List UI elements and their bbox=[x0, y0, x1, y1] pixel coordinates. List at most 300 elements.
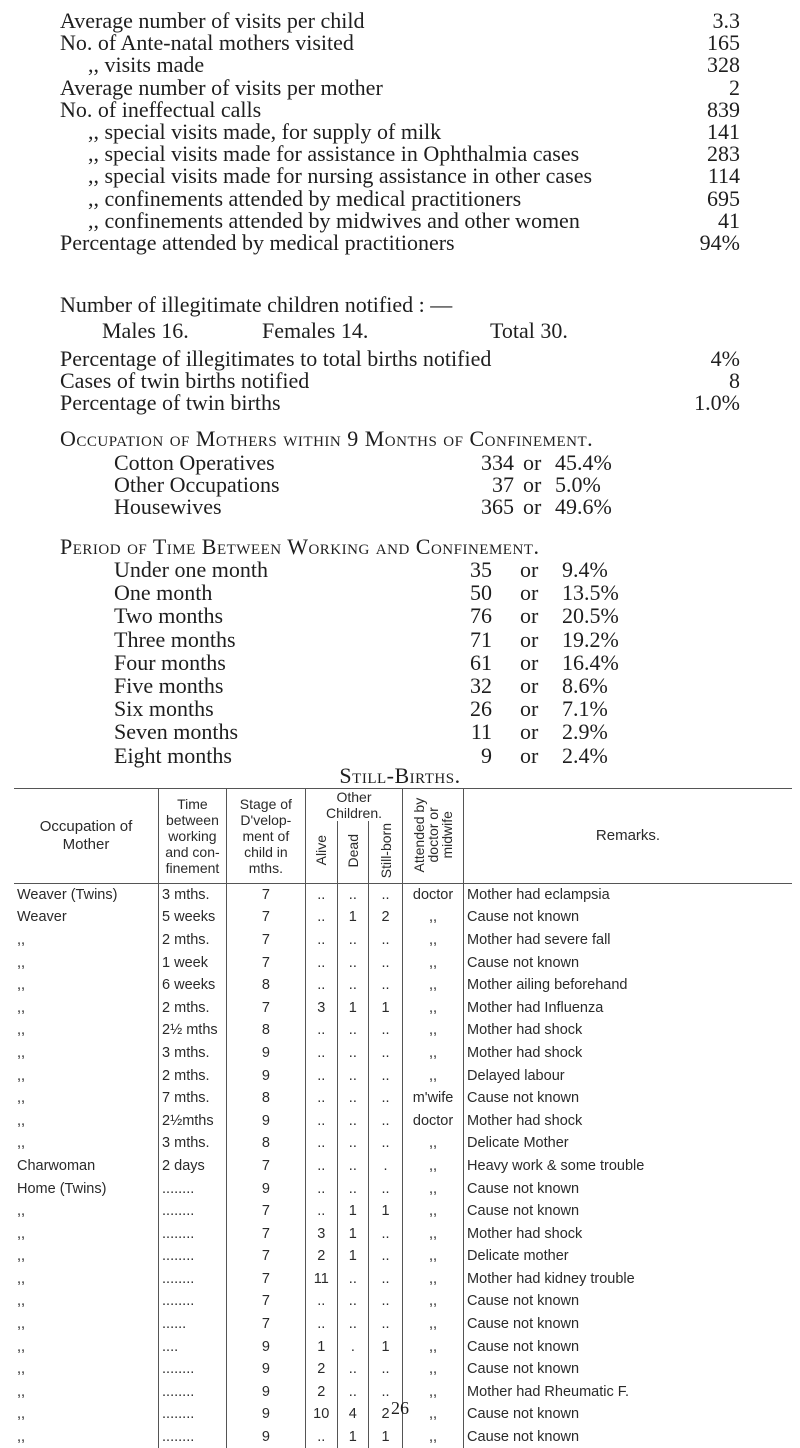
attended-cell: ,, bbox=[403, 1222, 464, 1245]
stage-cell: 9 bbox=[226, 1042, 305, 1065]
remarks-cell: Cause not known bbox=[464, 906, 792, 929]
period-label: Under one month bbox=[114, 557, 268, 582]
stage-cell: 7 bbox=[226, 883, 305, 906]
alive-cell: .. bbox=[305, 1087, 337, 1110]
stat-label: ,, confinements attended by medical practitioners bbox=[88, 185, 522, 211]
occupation-label: Other Occupations bbox=[114, 472, 280, 498]
header-alive-text: Alive bbox=[313, 835, 330, 866]
stat-label: ,, visits made bbox=[88, 52, 205, 78]
attended-cell: ,, bbox=[403, 1245, 464, 1268]
occupation-percent: 5.0% bbox=[555, 472, 601, 498]
still-born-cell: .. bbox=[369, 1290, 403, 1313]
period-label: One month bbox=[114, 580, 213, 606]
occupation-cell: Weaver bbox=[17, 909, 67, 926]
alive-cell: .. bbox=[305, 1155, 337, 1178]
stat-value: 94% bbox=[699, 230, 740, 255]
dead-cell: .. bbox=[337, 951, 369, 974]
time-cell: 6 weeks bbox=[159, 974, 227, 997]
dead-cell: .. bbox=[337, 1290, 369, 1313]
still-born-cell: 1 bbox=[369, 1335, 403, 1358]
period-or: or bbox=[520, 696, 539, 722]
remarks-cell: Mother had shock bbox=[464, 1109, 792, 1132]
dead-cell: .. bbox=[337, 1313, 369, 1336]
time-cell: 5 weeks bbox=[159, 906, 227, 929]
period-or: or bbox=[520, 580, 539, 606]
alive-cell: 3 bbox=[305, 1222, 337, 1245]
period-or: or bbox=[520, 742, 539, 768]
dead-cell: .. bbox=[337, 883, 369, 906]
time-cell: ...... bbox=[159, 1313, 227, 1336]
dead-cell: .. bbox=[337, 974, 369, 997]
alive-cell: .. bbox=[305, 1200, 337, 1223]
occupation-or: or bbox=[523, 450, 542, 475]
dead-cell: .. bbox=[337, 929, 369, 952]
stage-cell: 7 bbox=[226, 906, 305, 929]
time-cell: ........ bbox=[159, 1268, 227, 1291]
still-born-cell: .. bbox=[369, 1381, 403, 1404]
table-row bbox=[14, 974, 792, 997]
occupation-percent: 45.4% bbox=[555, 450, 612, 475]
table-row bbox=[14, 1177, 792, 1200]
attended-cell: ,, bbox=[403, 1132, 464, 1155]
stat-label: Percentage attended by medical practitioners bbox=[60, 230, 455, 255]
dead-cell: 1 bbox=[337, 996, 369, 1019]
occupation-count: 37 bbox=[492, 472, 514, 498]
occupation-cell: ,, bbox=[17, 1248, 26, 1265]
stage-cell: 7 bbox=[226, 929, 305, 952]
attended-cell: ,, bbox=[403, 1381, 464, 1404]
header-time: Time between working and con-finement bbox=[159, 789, 227, 884]
occupation-label: Housewives bbox=[114, 494, 222, 520]
alive-cell: .. bbox=[305, 1042, 337, 1065]
illegitimate-females: Females 14. bbox=[262, 318, 369, 343]
time-cell: 7 mths. bbox=[159, 1087, 227, 1110]
alive-cell: .. bbox=[305, 1177, 337, 1200]
still-born-cell: 2 bbox=[369, 906, 403, 929]
attended-cell: ,, bbox=[403, 1403, 464, 1426]
period-percent: 16.4% bbox=[562, 649, 619, 675]
dead-cell: .. bbox=[337, 1268, 369, 1291]
stage-cell: 7 bbox=[226, 1155, 305, 1178]
period-percent: 20.5% bbox=[562, 603, 619, 629]
attended-cell: ,, bbox=[403, 1200, 464, 1223]
dead-cell: .. bbox=[337, 1109, 369, 1132]
table-row bbox=[14, 951, 792, 974]
period-percent: 2.4% bbox=[562, 742, 608, 768]
alive-cell: 3 bbox=[305, 996, 337, 1019]
stat-value: 1.0% bbox=[694, 390, 740, 416]
stage-cell: 9 bbox=[226, 1335, 305, 1358]
period-or: or bbox=[520, 603, 539, 629]
alive-cell: .. bbox=[305, 1426, 337, 1448]
header-stage: Stage of D'velop-ment of child in mths. bbox=[226, 789, 305, 884]
alive-cell: .. bbox=[305, 951, 337, 974]
time-cell: 2½ mths bbox=[159, 1019, 227, 1042]
time-cell: ........ bbox=[159, 1245, 227, 1268]
occupation-cell: ,, bbox=[17, 1361, 26, 1378]
remarks-cell: Cause not known bbox=[464, 1335, 792, 1358]
dead-cell: .. bbox=[337, 1358, 369, 1381]
table-row bbox=[14, 1109, 792, 1132]
stage-cell: 8 bbox=[226, 1087, 305, 1110]
dead-cell: .. bbox=[337, 1019, 369, 1042]
stage-cell: 9 bbox=[226, 1403, 305, 1426]
stat-label: ,, confinements attended by midwives and other women bbox=[88, 207, 580, 233]
attended-cell: doctor bbox=[403, 883, 464, 906]
period-count: 71 bbox=[470, 626, 492, 652]
stage-cell: 9 bbox=[226, 1109, 305, 1132]
occupation-cell: ,, bbox=[17, 931, 26, 948]
attended-cell: ,, bbox=[403, 974, 464, 997]
time-cell: ........ bbox=[159, 1403, 227, 1426]
attended-cell: ,, bbox=[403, 951, 464, 974]
remarks-cell: Cause not known bbox=[464, 951, 792, 974]
stage-cell: 7 bbox=[226, 951, 305, 974]
stat-value: 141 bbox=[707, 119, 740, 144]
stat-value: 165 bbox=[707, 30, 740, 56]
time-cell: 1 week bbox=[159, 951, 227, 974]
period-percent: 13.5% bbox=[562, 580, 619, 606]
attended-cell: ,, bbox=[403, 1177, 464, 1200]
alive-cell: .. bbox=[305, 1313, 337, 1336]
time-cell: 2 mths. bbox=[159, 996, 227, 1019]
remarks-cell: Mother ailing beforehand bbox=[464, 974, 792, 997]
occupation-cell: ,, bbox=[17, 977, 26, 994]
remarks-cell: Mother had severe fall bbox=[464, 929, 792, 952]
time-cell: 3 mths. bbox=[159, 883, 227, 906]
illegitimate-males: Males 16. bbox=[102, 318, 189, 343]
still-born-cell: . bbox=[369, 1155, 403, 1178]
alive-cell: .. bbox=[305, 906, 337, 929]
remarks-cell: Delicate Mother bbox=[464, 1132, 792, 1155]
still-born-cell: .. bbox=[369, 974, 403, 997]
dead-cell: .. bbox=[337, 1381, 369, 1404]
attended-cell: ,, bbox=[403, 1019, 464, 1042]
still-born-cell: 1 bbox=[369, 1200, 403, 1223]
attended-cell: ,, bbox=[403, 1155, 464, 1178]
time-cell: 2½mths bbox=[159, 1109, 227, 1132]
time-cell: 2 mths. bbox=[159, 929, 227, 952]
stat-value: 3.3 bbox=[712, 8, 740, 33]
table-row bbox=[14, 1155, 792, 1178]
dead-cell: .. bbox=[337, 1042, 369, 1065]
dead-cell: 1 bbox=[337, 1426, 369, 1448]
time-cell: ........ bbox=[159, 1222, 227, 1245]
time-cell: 3 mths. bbox=[159, 1132, 227, 1155]
period-label: Seven months bbox=[114, 719, 239, 745]
still-born-cell: .. bbox=[369, 951, 403, 974]
alive-cell: 2 bbox=[305, 1381, 337, 1404]
header-dead bbox=[337, 821, 369, 883]
table-row bbox=[14, 929, 792, 952]
remarks-cell: Cause not known bbox=[464, 1290, 792, 1313]
occupation-cell: Charwoman bbox=[17, 1157, 96, 1174]
stage-cell: 9 bbox=[226, 1381, 305, 1404]
still-born-cell: .. bbox=[369, 1132, 403, 1155]
still-born-cell: 1 bbox=[369, 1426, 403, 1448]
dead-cell: .. bbox=[337, 1177, 369, 1200]
stage-cell: 7 bbox=[226, 1222, 305, 1245]
period-or: or bbox=[520, 673, 539, 698]
attended-cell: ,, bbox=[403, 1313, 464, 1336]
stage-cell: 8 bbox=[226, 974, 305, 997]
stat-label: Percentage of illegitimates to total births notified bbox=[60, 346, 492, 371]
dead-cell: 1 bbox=[337, 1245, 369, 1268]
remarks-cell: Mother had shock bbox=[464, 1222, 792, 1245]
period-heading: Period of Time Between Working and Confinement. bbox=[60, 534, 540, 559]
dead-cell: .. bbox=[337, 1087, 369, 1110]
occupation-cell: ,, bbox=[17, 1135, 26, 1152]
time-cell: ........ bbox=[159, 1381, 227, 1404]
alive-cell: .. bbox=[305, 1109, 337, 1132]
dead-cell: .. bbox=[337, 1132, 369, 1155]
still-born-cell: .. bbox=[369, 1109, 403, 1132]
attended-cell: ,, bbox=[403, 1335, 464, 1358]
table-row bbox=[14, 1313, 792, 1336]
remarks-cell: Cause not known bbox=[464, 1403, 792, 1426]
stat-value: 839 bbox=[707, 96, 740, 122]
stat-value: 283 bbox=[707, 141, 740, 167]
table-row bbox=[14, 1335, 792, 1358]
remarks-cell: Delayed labour bbox=[464, 1064, 792, 1087]
period-count: 11 bbox=[470, 719, 492, 745]
still-births-rows bbox=[14, 883, 792, 1448]
table-row bbox=[14, 1268, 792, 1291]
table-row bbox=[14, 1290, 792, 1313]
occupation-heading: Occupation of Mothers within 9 Months of Confinement. bbox=[60, 426, 594, 451]
period-label: Six months bbox=[114, 696, 214, 722]
dead-cell: 1 bbox=[337, 906, 369, 929]
occupation-cell: ,, bbox=[17, 1293, 26, 1310]
remarks-cell: Cause not known bbox=[464, 1358, 792, 1381]
page-number: 26 bbox=[391, 1398, 409, 1418]
table-row bbox=[14, 1087, 792, 1110]
stage-cell: 7 bbox=[226, 1200, 305, 1223]
table-row bbox=[14, 1200, 792, 1223]
dead-cell: 4 bbox=[337, 1403, 369, 1426]
occupation-cell: ,, bbox=[17, 1316, 26, 1333]
period-count: 9 bbox=[481, 742, 492, 768]
stage-cell: 9 bbox=[226, 1177, 305, 1200]
still-births-heading: Still-Births. bbox=[339, 763, 461, 788]
occupation-cell: ,, bbox=[17, 999, 26, 1016]
alive-cell: 2 bbox=[305, 1245, 337, 1268]
header-attended bbox=[403, 789, 464, 884]
occupation-or: or bbox=[523, 472, 542, 498]
stat-value: 114 bbox=[707, 163, 740, 189]
header-alive bbox=[305, 821, 337, 883]
time-cell: 2 mths. bbox=[159, 1064, 227, 1087]
alive-cell: 2 bbox=[305, 1358, 337, 1381]
time-cell: ........ bbox=[159, 1426, 227, 1448]
stat-value: 4% bbox=[710, 346, 740, 371]
illegitimate-heading: Number of illegitimate children notified : — bbox=[60, 292, 453, 317]
period-count: 61 bbox=[470, 649, 492, 675]
occupation-count: 365 bbox=[481, 494, 514, 520]
still-born-cell: .. bbox=[369, 1177, 403, 1200]
occupation-percent: 49.6% bbox=[555, 494, 612, 520]
stat-value: 328 bbox=[707, 52, 740, 78]
occupation-cell: ,, bbox=[17, 1270, 26, 1287]
stage-cell: 7 bbox=[226, 996, 305, 1019]
attended-cell: ,, bbox=[403, 1426, 464, 1448]
occupation-cell: ,, bbox=[17, 1090, 26, 1107]
period-or: or bbox=[520, 626, 539, 652]
time-cell: ........ bbox=[159, 1290, 227, 1313]
period-count: 32 bbox=[470, 673, 492, 698]
occupation-count: 334 bbox=[481, 450, 514, 475]
still-born-cell: .. bbox=[369, 1245, 403, 1268]
time-cell: ........ bbox=[159, 1358, 227, 1381]
remarks-cell: Mother had kidney trouble bbox=[464, 1268, 792, 1291]
remarks-cell: Cause not known bbox=[464, 1177, 792, 1200]
alive-cell: 11 bbox=[305, 1268, 337, 1291]
table-row bbox=[14, 1426, 792, 1448]
header-occupation: Occupation of Mother bbox=[14, 789, 159, 884]
stat-label: ,, special visits made for nursing assistance in other cases bbox=[88, 163, 593, 189]
still-born-cell: .. bbox=[369, 1087, 403, 1110]
stage-cell: 7 bbox=[226, 1290, 305, 1313]
stage-cell: 9 bbox=[226, 1426, 305, 1448]
attended-cell: ,, bbox=[403, 1042, 464, 1065]
occupation-cell: ,, bbox=[17, 1112, 26, 1129]
alive-cell: .. bbox=[305, 1132, 337, 1155]
attended-cell: ,, bbox=[403, 906, 464, 929]
period-or: or bbox=[520, 719, 539, 745]
remarks-cell: Delicate mother bbox=[464, 1245, 792, 1268]
stage-cell: 9 bbox=[226, 1358, 305, 1381]
table-row bbox=[14, 1222, 792, 1245]
occupation-cell: ,, bbox=[17, 1225, 26, 1242]
occupation-cell: Weaver (Twins) bbox=[17, 886, 118, 903]
alive-cell: .. bbox=[305, 1064, 337, 1087]
remarks-cell: Mother had eclampsia bbox=[464, 883, 792, 906]
stage-cell: 8 bbox=[226, 1019, 305, 1042]
period-or: or bbox=[520, 557, 539, 582]
occupation-cell: Home (Twins) bbox=[17, 1180, 107, 1197]
table-row bbox=[14, 1245, 792, 1268]
stage-cell: 8 bbox=[226, 1132, 305, 1155]
stat-label: ,, special visits made for assistance in Ophthalmia cases bbox=[88, 141, 580, 167]
dead-cell: . bbox=[337, 1335, 369, 1358]
time-cell: .... bbox=[159, 1335, 227, 1358]
period-count: 26 bbox=[470, 696, 492, 722]
header-still-born-text: Still-born bbox=[377, 822, 394, 878]
stat-label: Average number of visits per mother bbox=[60, 74, 383, 100]
still-born-cell: .. bbox=[369, 1358, 403, 1381]
stat-value: 41 bbox=[718, 207, 740, 233]
remarks-cell: Cause not known bbox=[464, 1426, 792, 1448]
stat-label: Cases of twin births notified bbox=[60, 368, 310, 394]
period-label: Two months bbox=[114, 603, 224, 629]
occupation-cell: ,, bbox=[17, 1067, 26, 1084]
still-born-cell: .. bbox=[369, 1019, 403, 1042]
period-label: Five months bbox=[114, 673, 224, 698]
time-cell: 2 days bbox=[159, 1155, 227, 1178]
time-cell: ........ bbox=[159, 1200, 227, 1223]
remarks-cell: Mother had Influenza bbox=[464, 996, 792, 1019]
occupation-label: Cotton Operatives bbox=[114, 450, 275, 475]
attended-cell: ,, bbox=[403, 996, 464, 1019]
stat-value: 8 bbox=[729, 368, 740, 394]
alive-cell: .. bbox=[305, 929, 337, 952]
table-row bbox=[14, 906, 792, 929]
still-born-cell: .. bbox=[369, 929, 403, 952]
remarks-cell: Heavy work & some trouble bbox=[464, 1155, 792, 1178]
period-count: 35 bbox=[470, 557, 492, 582]
period-label: Eight months bbox=[114, 742, 232, 768]
stat-label: No. of ineffectual calls bbox=[60, 96, 262, 122]
stage-cell: 7 bbox=[226, 1313, 305, 1336]
period-count: 76 bbox=[470, 603, 492, 629]
stat-value: 695 bbox=[707, 185, 740, 211]
illegitimate-total: Total 30. bbox=[490, 318, 568, 343]
attended-cell: ,, bbox=[403, 1064, 464, 1087]
header-still-born bbox=[369, 821, 403, 883]
occupation-cell: ,, bbox=[17, 1338, 26, 1355]
attended-cell: ,, bbox=[403, 1358, 464, 1381]
dead-cell: 1 bbox=[337, 1222, 369, 1245]
remarks-cell: Cause not known bbox=[464, 1313, 792, 1336]
occupation-cell: ,, bbox=[17, 1203, 26, 1220]
stage-cell: 7 bbox=[226, 1268, 305, 1291]
header-remarks: Remarks. bbox=[464, 789, 792, 884]
remarks-cell: Cause not known bbox=[464, 1087, 792, 1110]
occupation-cell: ,, bbox=[17, 1406, 26, 1423]
still-born-cell: .. bbox=[369, 883, 403, 906]
period-percent: 19.2% bbox=[562, 626, 619, 652]
table-row bbox=[14, 996, 792, 1019]
dead-cell: 1 bbox=[337, 1200, 369, 1223]
attended-cell: doctor bbox=[403, 1109, 464, 1132]
remarks-cell: Mother had shock bbox=[464, 1019, 792, 1042]
table-row bbox=[14, 1064, 792, 1087]
attended-cell: m'wife bbox=[403, 1087, 464, 1110]
stage-cell: 7 bbox=[226, 1245, 305, 1268]
still-born-cell: .. bbox=[369, 1042, 403, 1065]
still-born-cell: 1 bbox=[369, 996, 403, 1019]
stat-label: No. of Ante-natal mothers visited bbox=[60, 30, 354, 56]
attended-cell: ,, bbox=[403, 1268, 464, 1291]
remarks-cell: Cause not known bbox=[464, 1200, 792, 1223]
remarks-cell: Mother had shock bbox=[464, 1042, 792, 1065]
alive-cell: .. bbox=[305, 1019, 337, 1042]
table-row bbox=[14, 883, 792, 906]
still-born-cell: .. bbox=[369, 1222, 403, 1245]
table-row bbox=[14, 1132, 792, 1155]
alive-cell: .. bbox=[305, 883, 337, 906]
occupation-cell: ,, bbox=[17, 1044, 26, 1061]
period-percent: 7.1% bbox=[562, 696, 608, 722]
time-cell: ........ bbox=[159, 1177, 227, 1200]
stat-label: Average number of visits per child bbox=[60, 8, 365, 33]
alive-cell: .. bbox=[305, 974, 337, 997]
table-row bbox=[14, 1042, 792, 1065]
dead-cell: .. bbox=[337, 1155, 369, 1178]
header-dead-text: Dead bbox=[344, 833, 361, 867]
time-cell: 3 mths. bbox=[159, 1042, 227, 1065]
stat-label: ,, special visits made, for supply of milk bbox=[88, 119, 442, 144]
alive-cell: 10 bbox=[305, 1403, 337, 1426]
still-births-table bbox=[14, 788, 792, 1448]
remarks-cell: Mother had Rheumatic F. bbox=[464, 1381, 792, 1404]
still-born-cell: .. bbox=[369, 1313, 403, 1336]
header-attended-text: Attended by doctor or midwife bbox=[411, 796, 456, 872]
dead-cell: .. bbox=[337, 1064, 369, 1087]
table-row bbox=[14, 1019, 792, 1042]
still-born-cell: .. bbox=[369, 1268, 403, 1291]
still-born-cell: 2 bbox=[369, 1403, 403, 1426]
